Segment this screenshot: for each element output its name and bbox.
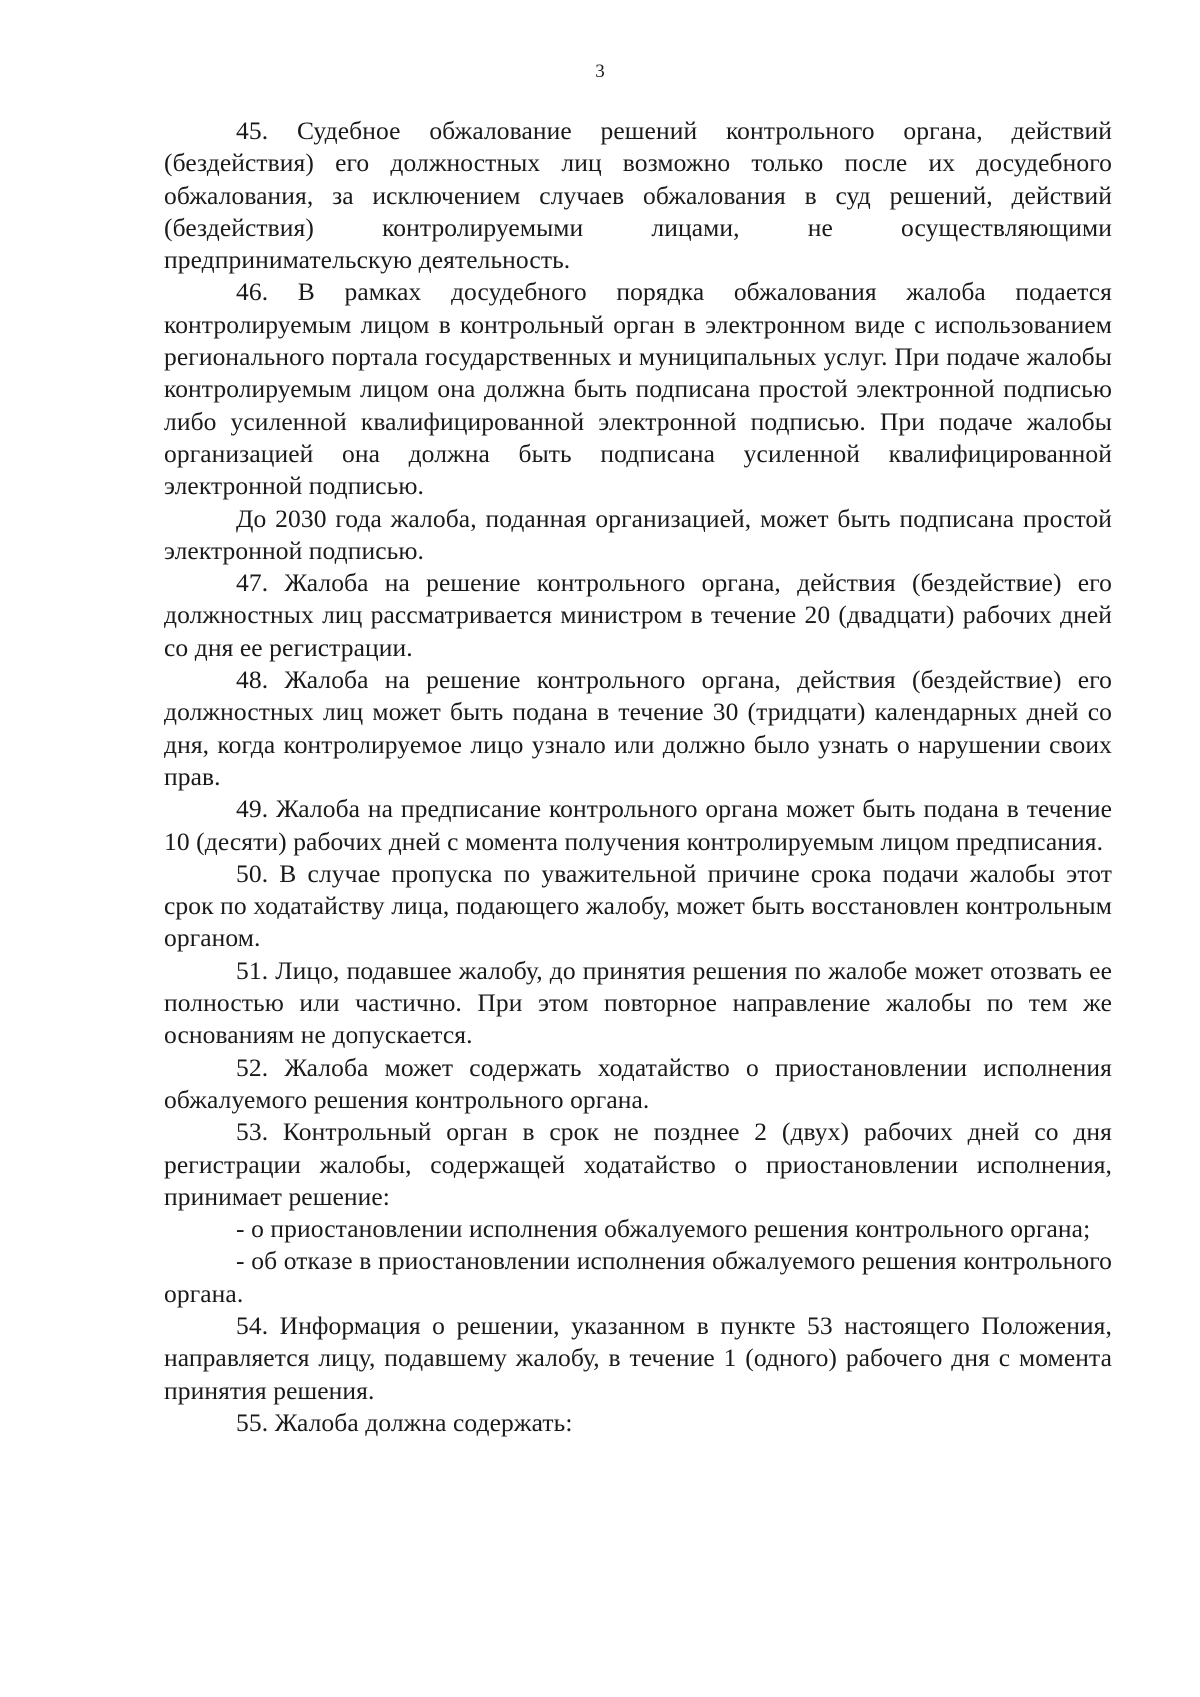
paragraph-51: 51. Лицо, подавшее жалобу, до принятия решения по жалобе может отозвать ее полностью или частично. При этом повторное направление жалобы по тем же основаниям не допускается. [164, 955, 1112, 1050]
list-item-suspend: - о приостановлении исполнения обжалуемого решения контрольного органа; [236, 1214, 1091, 1244]
paragraph-50: 50. В случае пропуска по уважительной причине срока подачи жалобы этот срок по ходатайству лица, подающего жалобу, может быть восстановлен контрольным органом. [164, 858, 1112, 953]
paragraph-55: 55. Жалоба должна содержать: [236, 1407, 573, 1437]
paragraph-54: 54. Информация о решении, указанном в пункте 53 настоящего Положения, направляется лицу, подавшему жалобу, в течение 1 (одного) рабочего дня с момента принятия решения. [164, 1310, 1112, 1405]
paragraph-49: 49. Жалоба на предписание контрольного органа может быть подана в течение 10 (десяти) рабочих дней с момента получения контролируемым лицом предписания. [164, 794, 1112, 856]
paragraph-47: 47. Жалоба на решение контрольного органа, действия (бездействие) его должностных лиц рассматривается министром в течение 20 (двадцати) рабочих дней со дня ее регистрации. [164, 568, 1112, 662]
paragraph-52: 52. Жалоба может содержать ходатайство о приостановлении исполнения обжалуемого решения контрольного органа. [164, 1052, 1112, 1114]
list-item-refuse: - об отказе в приостановлении исполнения обжалуемого решения контрольного органа. [164, 1246, 1112, 1308]
paragraph-46-note: До 2030 года жалоба, поданная организацией, может быть подписана простой электронной подписью. [164, 503, 1112, 565]
page-number: 3 [595, 61, 605, 82]
paragraph-48: 48. Жалоба на решение контрольного органа, действия (бездействие) его должностных лиц может быть подана в течение 30 (тридцати) календарных дней со дня, когда контролируемое лицо узнало или должно было узнать о нарушении своих прав. [164, 665, 1112, 791]
paragraph-53: 53. Контрольный орган в срок не позднее 2 (двух) рабочих дней со дня регистрации жалобы, содержащей ходатайство о приостановлении исполнения, принимает решение: [164, 1117, 1112, 1211]
document-body [164, 115, 1112, 1439]
paragraph-46: 46. В рамках досудебного порядка обжалования жалоба подается контролируемым лицом в контрольный орган в электронном виде с использованием регионального портала государственных и муниципальных услуг. При подаче жалобы контролируемым лицом она должна быть подписана простой электронной подписью либо усиленной квалифицированной электронной подписью. При подаче жалобы организацией она должна быть подписана усиленной квалифицированной электронной подписью. [164, 277, 1112, 501]
paragraph-45: 45. Судебное обжалование решений контрольного органа, действий (бездействия) его должностных лиц возможно только после их досудебного обжалования, за исключением случаев обжалования в суд решений, действий (бездействия) контролируемыми лицами, не осуществляющими предпринимательскую деятельность. [164, 116, 1112, 275]
